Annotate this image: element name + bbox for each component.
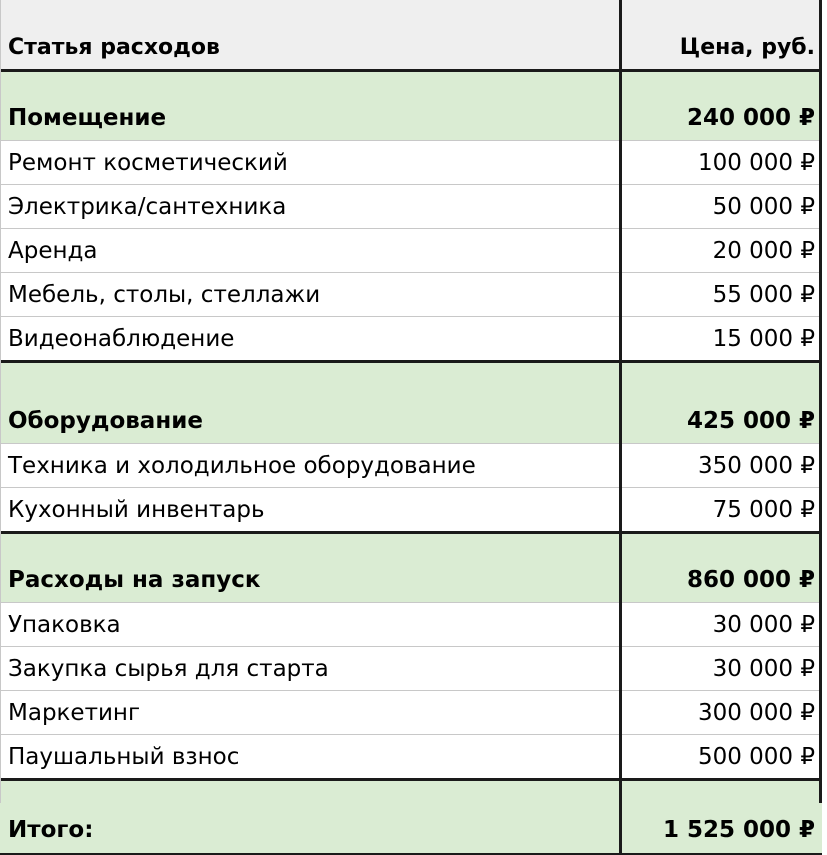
item-price[interactable]: 20 000 ₽	[620, 229, 822, 273]
section-title[interactable]: Помещение	[0, 71, 620, 141]
header-item-label[interactable]: Статья расходов	[0, 0, 620, 71]
table-row	[0, 273, 822, 317]
item-name[interactable]: Электрика/сантехника	[0, 185, 620, 229]
item-name[interactable]: Закупка сырья для старта	[0, 647, 620, 691]
total-value[interactable]: 1 525 000 ₽	[620, 780, 822, 855]
table-row	[0, 603, 822, 647]
item-name[interactable]: Мебель, столы, стеллажи	[0, 273, 620, 317]
table-row	[0, 488, 822, 533]
table-row	[0, 647, 822, 691]
section-total[interactable]: 240 000 ₽	[620, 71, 822, 141]
table-row	[0, 185, 822, 229]
table-row	[0, 141, 822, 185]
section-title[interactable]: Расходы на запуск	[0, 533, 620, 603]
section-row-equipment	[0, 362, 822, 444]
item-price[interactable]: 350 000 ₽	[620, 444, 822, 488]
header-price-label[interactable]: Цена, руб.	[620, 0, 822, 71]
item-name[interactable]: Упаковка	[0, 603, 620, 647]
item-name[interactable]: Видеонаблюдение	[0, 317, 620, 362]
section-row-premises	[0, 71, 822, 141]
item-name[interactable]: Кухонный инвентарь	[0, 488, 620, 533]
total-row	[0, 780, 822, 855]
table-header-row	[0, 0, 822, 71]
item-price[interactable]: 100 000 ₽	[620, 141, 822, 185]
item-price[interactable]: 75 000 ₽	[620, 488, 822, 533]
item-price[interactable]: 50 000 ₽	[620, 185, 822, 229]
section-row-launch-costs	[0, 533, 822, 603]
item-price[interactable]: 500 000 ₽	[620, 735, 822, 780]
table-row	[0, 444, 822, 488]
section-total[interactable]: 860 000 ₽	[620, 533, 822, 603]
item-price[interactable]: 15 000 ₽	[620, 317, 822, 362]
item-price[interactable]: 30 000 ₽	[620, 647, 822, 691]
section-total[interactable]: 425 000 ₽	[620, 362, 822, 444]
item-name[interactable]: Ремонт косметический	[0, 141, 620, 185]
item-price[interactable]: 30 000 ₽	[620, 603, 822, 647]
table-row	[0, 229, 822, 273]
section-title[interactable]: Оборудование	[0, 362, 620, 444]
item-name[interactable]: Маркетинг	[0, 691, 620, 735]
table-row	[0, 735, 822, 780]
item-name[interactable]: Аренда	[0, 229, 620, 273]
item-price[interactable]: 55 000 ₽	[620, 273, 822, 317]
item-name[interactable]: Техника и холодильное оборудование	[0, 444, 620, 488]
item-price[interactable]: 300 000 ₽	[620, 691, 822, 735]
total-label[interactable]: Итого:	[0, 780, 620, 855]
item-name[interactable]: Паушальный взнос	[0, 735, 620, 780]
table-row	[0, 691, 822, 735]
table-row	[0, 317, 822, 362]
